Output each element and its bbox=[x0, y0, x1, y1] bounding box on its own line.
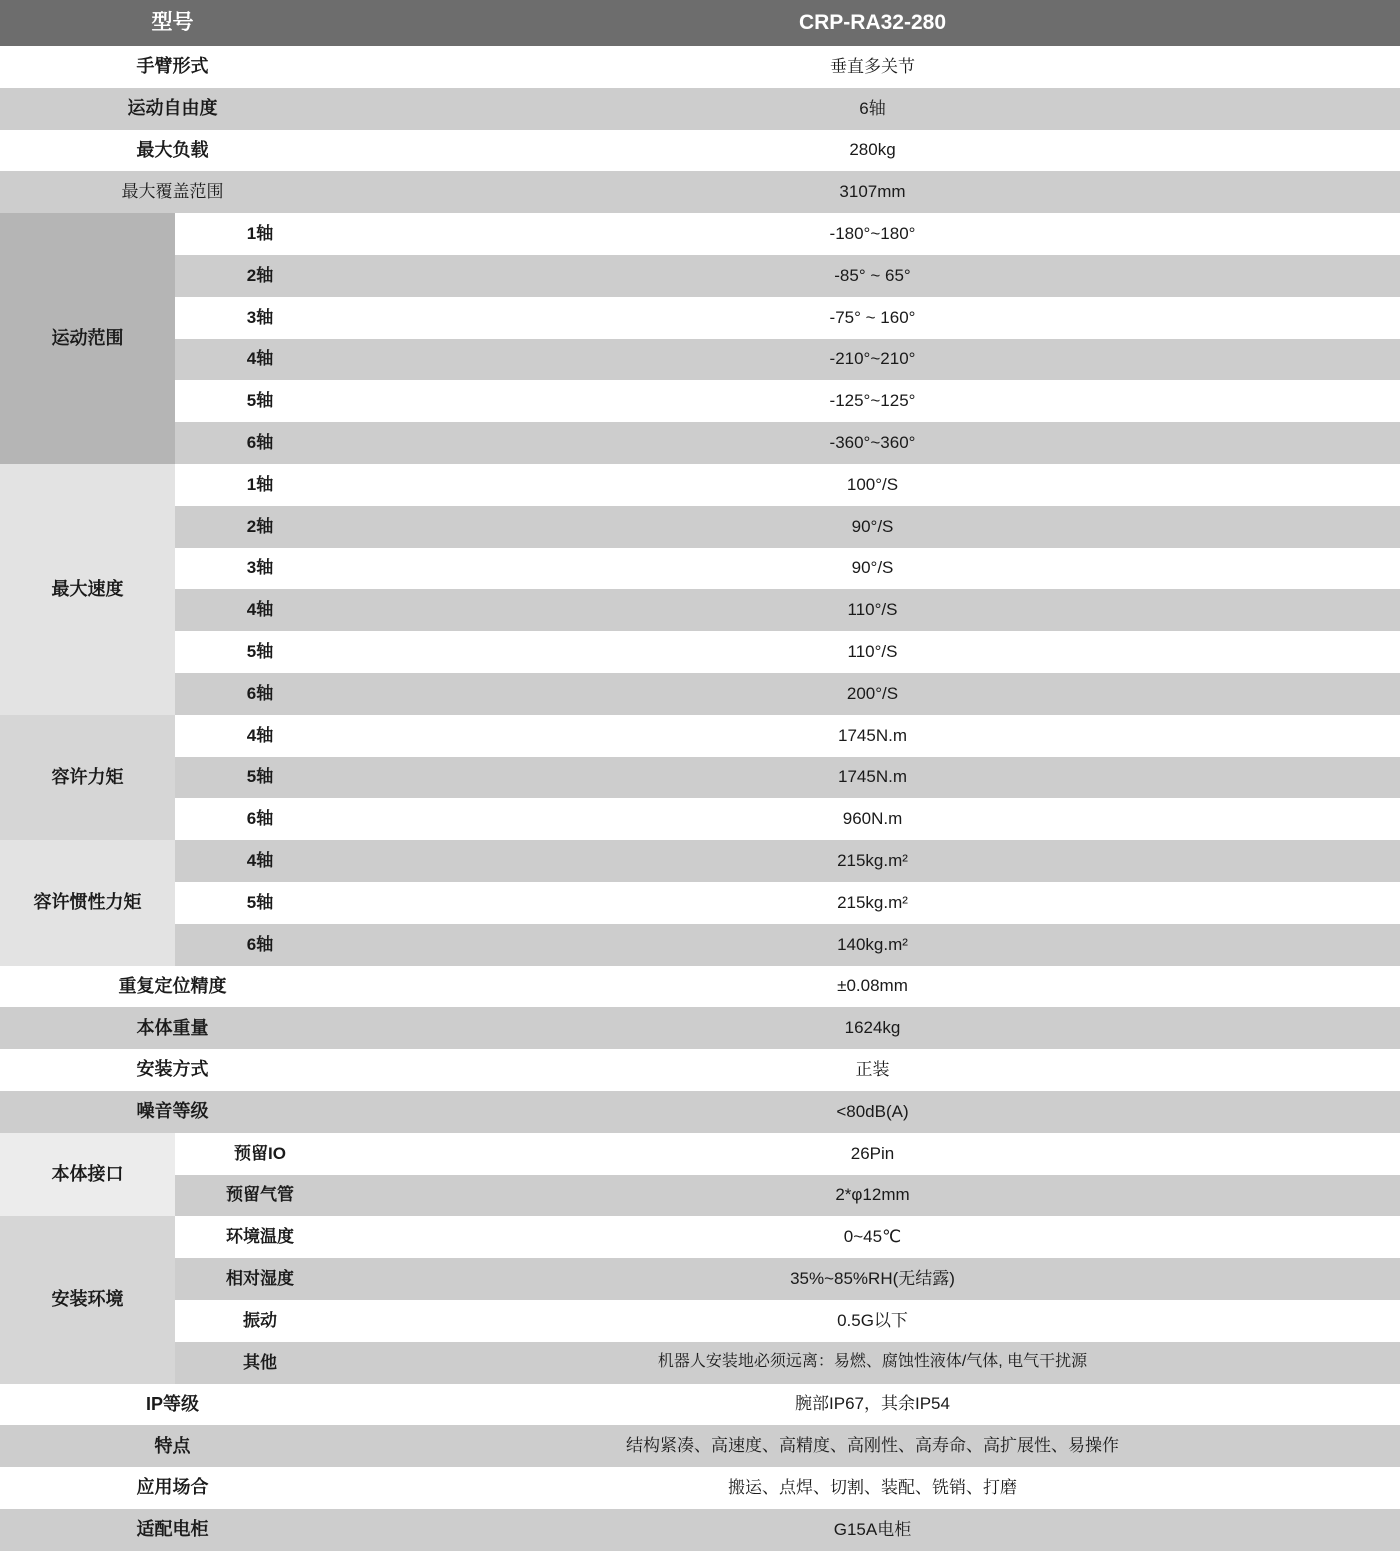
table-row bbox=[0, 1467, 1400, 1509]
table-row bbox=[0, 798, 1400, 840]
table-row bbox=[0, 840, 1400, 882]
row-value: 结构紧凑、高速度、高精度、高刚性、高寿命、高扩展性、易操作 bbox=[345, 1425, 1400, 1467]
table-row bbox=[0, 130, 1400, 172]
table-row bbox=[0, 589, 1400, 631]
sub-label: 3轴 bbox=[175, 548, 345, 590]
row-value: 35%~85%RH(无结露) bbox=[345, 1258, 1400, 1300]
row-value: 0.5G以下 bbox=[345, 1300, 1400, 1342]
row-value: 280kg bbox=[345, 130, 1400, 172]
row-label: 特点 bbox=[0, 1425, 345, 1467]
row-value: 0~45℃ bbox=[345, 1216, 1400, 1258]
table-row bbox=[0, 1258, 1400, 1300]
row-label: 最大覆盖范围 bbox=[0, 171, 345, 213]
row-value: 110°/S bbox=[345, 589, 1400, 631]
row-value: 960N.m bbox=[345, 798, 1400, 840]
row-value: -85° ~ 65° bbox=[345, 255, 1400, 297]
sub-label: 5轴 bbox=[175, 757, 345, 799]
table-row bbox=[0, 213, 1400, 255]
table-row bbox=[0, 631, 1400, 673]
sub-label: 5轴 bbox=[175, 631, 345, 673]
row-value: 2*φ12mm bbox=[345, 1175, 1400, 1217]
row-value: 1624kg bbox=[345, 1007, 1400, 1049]
table-row bbox=[0, 715, 1400, 757]
table-row bbox=[0, 1175, 1400, 1217]
row-label: 安装方式 bbox=[0, 1049, 345, 1091]
sub-label: 环境温度 bbox=[175, 1216, 345, 1258]
sub-label: 预留气管 bbox=[175, 1175, 345, 1217]
table-row bbox=[0, 1300, 1400, 1342]
sub-label: 6轴 bbox=[175, 673, 345, 715]
sub-label: 相对湿度 bbox=[175, 1258, 345, 1300]
table-row bbox=[0, 548, 1400, 590]
group-label-body-interface: 本体接口 bbox=[0, 1133, 175, 1217]
table-row bbox=[0, 882, 1400, 924]
sub-label: 6轴 bbox=[175, 924, 345, 966]
row-value: 100°/S bbox=[345, 464, 1400, 506]
table-row bbox=[0, 924, 1400, 966]
group-label-motion-range: 运动范围 bbox=[0, 213, 175, 464]
row-value: 90°/S bbox=[345, 506, 1400, 548]
row-value: -180°~180° bbox=[345, 213, 1400, 255]
sub-label: 1轴 bbox=[175, 213, 345, 255]
header-label: 型号 bbox=[0, 0, 345, 46]
row-label: 运动自由度 bbox=[0, 88, 345, 130]
row-value: 200°/S bbox=[345, 673, 1400, 715]
sub-label: 其他 bbox=[175, 1342, 345, 1384]
sub-label: 振动 bbox=[175, 1300, 345, 1342]
row-label: IP等级 bbox=[0, 1384, 345, 1426]
table-row bbox=[0, 339, 1400, 381]
table-row bbox=[0, 1425, 1400, 1467]
table-row bbox=[0, 673, 1400, 715]
table-row bbox=[0, 380, 1400, 422]
row-value: 垂直多关节 bbox=[345, 46, 1400, 88]
row-value: 6轴 bbox=[345, 88, 1400, 130]
sub-label: 4轴 bbox=[175, 840, 345, 882]
table-row bbox=[0, 464, 1400, 506]
row-label: 重复定位精度 bbox=[0, 966, 345, 1008]
table-row bbox=[0, 1216, 1400, 1258]
row-label: 应用场合 bbox=[0, 1467, 345, 1509]
row-value: 90°/S bbox=[345, 548, 1400, 590]
group-label-allowable-torque: 容许力矩 bbox=[0, 715, 175, 840]
sub-label: 5轴 bbox=[175, 882, 345, 924]
row-value: 机器人安装地必须远离：易燃、腐蚀性液体/气体, 电气干扰源 bbox=[345, 1342, 1400, 1384]
group-label-max-speed: 最大速度 bbox=[0, 464, 175, 715]
row-value: 3107mm bbox=[345, 171, 1400, 213]
row-label: 适配电柜 bbox=[0, 1509, 345, 1551]
row-value: <80dB(A) bbox=[345, 1091, 1400, 1133]
table-row bbox=[0, 1007, 1400, 1049]
sub-label: 4轴 bbox=[175, 715, 345, 757]
sub-label: 3轴 bbox=[175, 297, 345, 339]
row-value: 110°/S bbox=[345, 631, 1400, 673]
row-value: 215kg.m² bbox=[345, 840, 1400, 882]
table-header-row bbox=[0, 0, 1400, 46]
row-value: 1745N.m bbox=[345, 757, 1400, 799]
table-row bbox=[0, 757, 1400, 799]
table-row bbox=[0, 422, 1400, 464]
table-row bbox=[0, 1342, 1400, 1384]
group-label-install-env: 安装环境 bbox=[0, 1216, 175, 1383]
sub-label: 5轴 bbox=[175, 380, 345, 422]
sub-label: 预留IO bbox=[175, 1133, 345, 1175]
header-model: CRP-RA32-280 bbox=[345, 0, 1400, 46]
row-value: G15A电柜 bbox=[345, 1509, 1400, 1551]
table-row bbox=[0, 171, 1400, 213]
row-value: ±0.08mm bbox=[345, 966, 1400, 1008]
table-row bbox=[0, 255, 1400, 297]
sub-label: 6轴 bbox=[175, 422, 345, 464]
sub-label: 1轴 bbox=[175, 464, 345, 506]
row-value: 140kg.m² bbox=[345, 924, 1400, 966]
table-row bbox=[0, 46, 1400, 88]
table-row bbox=[0, 1384, 1400, 1426]
sub-label: 4轴 bbox=[175, 339, 345, 381]
row-label: 本体重量 bbox=[0, 1007, 345, 1049]
table-row bbox=[0, 1509, 1400, 1551]
table-row bbox=[0, 1133, 1400, 1175]
row-value: -75° ~ 160° bbox=[345, 297, 1400, 339]
row-value: 26Pin bbox=[345, 1133, 1400, 1175]
row-value: 正装 bbox=[345, 1049, 1400, 1091]
row-label: 最大负载 bbox=[0, 130, 345, 172]
table-row bbox=[0, 1049, 1400, 1091]
row-value: 1745N.m bbox=[345, 715, 1400, 757]
sub-label: 2轴 bbox=[175, 506, 345, 548]
table-row bbox=[0, 1091, 1400, 1133]
row-label: 手臂形式 bbox=[0, 46, 345, 88]
row-value: 腕部IP67，其余IP54 bbox=[345, 1384, 1400, 1426]
table-row bbox=[0, 966, 1400, 1008]
row-value: 215kg.m² bbox=[345, 882, 1400, 924]
row-value: -360°~360° bbox=[345, 422, 1400, 464]
table-row bbox=[0, 297, 1400, 339]
sub-label: 6轴 bbox=[175, 798, 345, 840]
row-value: -125°~125° bbox=[345, 380, 1400, 422]
sub-label: 2轴 bbox=[175, 255, 345, 297]
table-row bbox=[0, 88, 1400, 130]
row-value: 搬运、点焊、切割、装配、铣销、打磨 bbox=[345, 1467, 1400, 1509]
sub-label: 4轴 bbox=[175, 589, 345, 631]
group-label-allowable-inertia: 容许惯性力矩 bbox=[0, 840, 175, 965]
row-value: -210°~210° bbox=[345, 339, 1400, 381]
row-label: 噪音等级 bbox=[0, 1091, 345, 1133]
table-row bbox=[0, 506, 1400, 548]
